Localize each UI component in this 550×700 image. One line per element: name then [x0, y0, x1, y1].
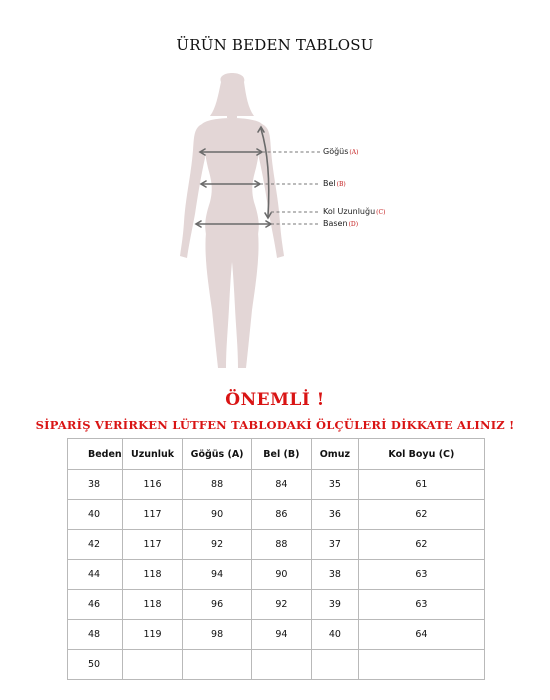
cell-uzunluk: 117: [122, 500, 183, 530]
cell-omuz: 38: [312, 560, 359, 590]
cell-omuz: 39: [312, 590, 359, 620]
cell-bel: 86: [251, 500, 311, 530]
cell-uzunluk: 119: [122, 620, 183, 650]
page-title: ÜRÜN BEDEN TABLOSU: [176, 36, 374, 54]
waist-label-code: (B): [336, 181, 346, 188]
header-beden: Beden: [68, 439, 123, 470]
table-row: [68, 560, 485, 590]
table-header-row: [68, 439, 485, 470]
cell-gogus: 88: [183, 470, 251, 500]
sleeve-label-text: Kol Uzunluğu: [323, 207, 376, 216]
cell-kol-boyu: 63: [358, 590, 484, 620]
cell-gogus: 94: [183, 560, 251, 590]
cell-uzunluk: 118: [122, 560, 183, 590]
header-gogus: Göğüs (A): [183, 439, 251, 470]
cell-uzunluk: 118: [122, 590, 183, 620]
waist-label-text: Bel: [323, 179, 336, 188]
cell-beden: 38: [68, 470, 123, 500]
cell-gogus: 92: [183, 530, 251, 560]
hip-label-code: (D): [348, 221, 359, 228]
cell-beden: 48: [68, 620, 123, 650]
cell-beden: 46: [68, 590, 123, 620]
table-row: [68, 530, 485, 560]
header-bel: Bel (B): [251, 439, 311, 470]
important-heading: ÖNEMLİ !: [225, 390, 325, 410]
cell-beden: 40: [68, 500, 123, 530]
cell-kol-boyu: 61: [358, 470, 484, 500]
header-uzunluk: Uzunluk: [122, 439, 183, 470]
cell-beden: 42: [68, 530, 123, 560]
cell-bel: 88: [251, 530, 311, 560]
hip-label-text: Basen: [323, 219, 348, 228]
size-table: [67, 438, 485, 680]
cell-uzunluk: 117: [122, 530, 183, 560]
cell-omuz: [312, 650, 359, 680]
cell-kol-boyu: 64: [358, 620, 484, 650]
cell-bel: 94: [251, 620, 311, 650]
chest-label: [323, 147, 358, 156]
waist-label: [323, 179, 346, 188]
cell-bel: [251, 650, 311, 680]
cell-uzunluk: 116: [122, 470, 183, 500]
warning-message: SİPARİŞ VERİRKEN LÜTFEN TABLODAKİ ÖLÇÜLERİ DİKKATE ALINIZ !: [35, 418, 515, 432]
cell-beden: 50: [68, 650, 123, 680]
cell-gogus: 90: [183, 500, 251, 530]
hip-label: [323, 219, 358, 228]
cell-kol-boyu: 62: [358, 500, 484, 530]
table-row: [68, 650, 485, 680]
cell-omuz: 36: [312, 500, 359, 530]
sleeve-label: [323, 207, 385, 216]
header-kol-boyu: Kol Boyu (C): [358, 439, 484, 470]
cell-gogus: 98: [183, 620, 251, 650]
body-figure: [150, 72, 400, 372]
cell-omuz: 37: [312, 530, 359, 560]
cell-omuz: 35: [312, 470, 359, 500]
cell-beden: 44: [68, 560, 123, 590]
chest-label-code: (A): [349, 149, 359, 156]
cell-gogus: [183, 650, 251, 680]
sleeve-label-code: (C): [376, 209, 386, 216]
cell-kol-boyu: 62: [358, 530, 484, 560]
table-row: [68, 590, 485, 620]
table-row: [68, 620, 485, 650]
cell-bel: 90: [251, 560, 311, 590]
cell-bel: 92: [251, 590, 311, 620]
chest-label-text: Göğüs: [323, 147, 349, 156]
cell-omuz: 40: [312, 620, 359, 650]
cell-gogus: 96: [183, 590, 251, 620]
cell-uzunluk: [122, 650, 183, 680]
cell-kol-boyu: [358, 650, 484, 680]
table-row: [68, 500, 485, 530]
cell-kol-boyu: 63: [358, 560, 484, 590]
header-omuz: Omuz: [312, 439, 359, 470]
table-row: [68, 470, 485, 500]
woman-silhouette-icon: [150, 72, 400, 372]
cell-bel: 84: [251, 470, 311, 500]
